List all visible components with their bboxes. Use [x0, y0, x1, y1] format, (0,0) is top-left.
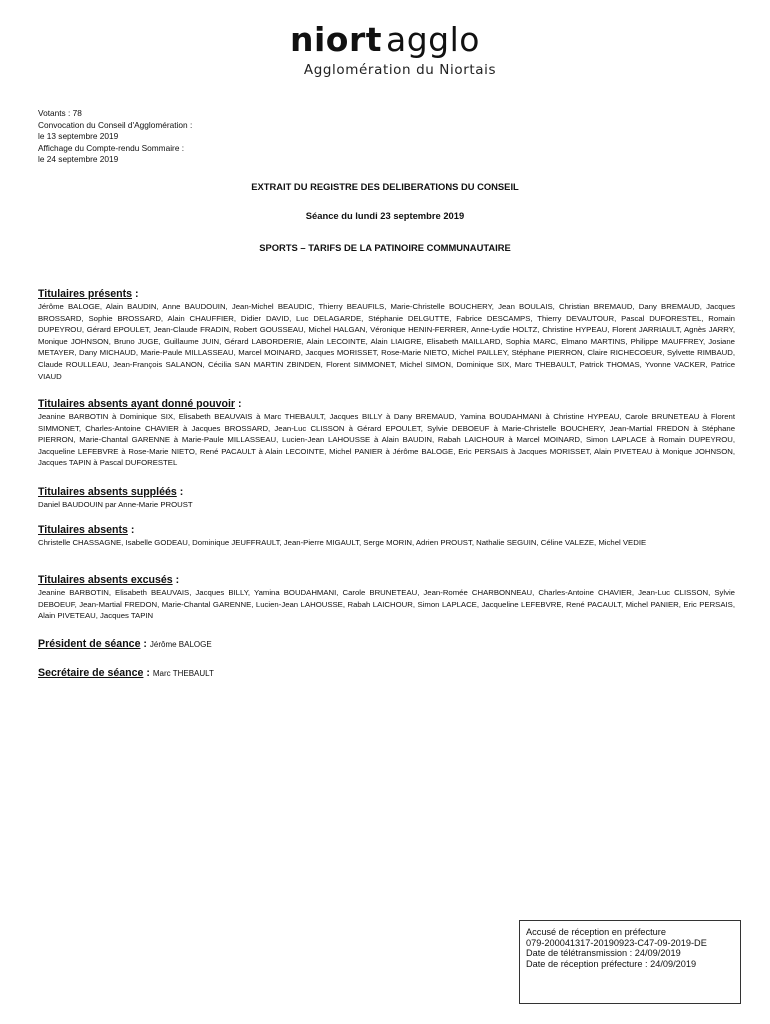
section-title [38, 573, 735, 587]
prefecture-receipt-stamp [519, 920, 741, 1004]
secretaire-name: Marc THEBAULT [152, 669, 214, 678]
brand-wordmark [0, 20, 770, 60]
convocation-label: Convocation du Conseil d'Agglomération : [38, 119, 193, 130]
brand-light: agglo [386, 20, 480, 59]
section-title [38, 485, 735, 499]
section-body: Jeanine BARBOTIN à Dominique SIX, Elisabeth BEAUVAIS à Marc THEBAULT, Jacques BILLY à Dany BREMAUD, Yamina BOUDAHMANI à Christine HYPEAU, Carole BRUNETEAU à Florent SIMMONET, Charles-Antoine CHAVIER à Jacques BROSSARD, Jean-Luc CLISSON à Gérard EPOULET, Sylvie DEBOEUF à Marie-Christelle BOUCHERY, Jean-Martial FREDON à Stéphane PIERRON, Marie-Chantal GARENNE à Marie-Paule MILLASSEAU, Lucien-Jean LAHOUSSE à Alain BAUDIN, Rabah LAICHOUR à Marcel MOINARD, Simon LAPLACE à Romain DUPEYROU, Jacqueline LEFEBVRE à Rose-Marie NIETO, René PACAULT à Alain LECOINTE, Michel PANIER à Jérôme BALOGE, Eric PERSAIS à Jacques MORISSET, Alain PIVETEAU à Monique JOHNSON, Jacques TAPIN à Pascal DUFORESTEL [38, 412, 735, 468]
section-body: Christelle CHASSAGNE, Isabelle GODEAU, Dominique JEUFFRAULT, Jean-Pierre MIGAULT, Serge MORIN, Adrien PROUST, Nathalie SEGUIN, Céline VALEZE, Michel VEDIE [38, 538, 647, 547]
section-title [38, 287, 735, 301]
section-title-text: Président de séance [38, 638, 141, 650]
section-title [38, 523, 735, 537]
section-pouvoir [38, 397, 735, 469]
registry-heading: EXTRAIT DU REGISTRE DES DELIBERATIONS DU CONSEIL [251, 181, 519, 192]
affichage-label: Affichage du Compte-rendu Sommaire : [38, 142, 185, 153]
logo [0, 20, 770, 78]
section-secretaire [38, 666, 735, 681]
meta-block [38, 108, 192, 166]
section-title-text: Titulaires absents [38, 524, 128, 536]
section-title-text: Titulaires absents ayant donné pouvoir [38, 398, 236, 410]
subject-heading: SPORTS – TARIFS DE LA PATINOIRE COMMUNAUTAIRE [259, 242, 511, 253]
stamp-title: Accusé de réception en préfecture [526, 927, 666, 937]
section-title-text: Titulaires absents excusés [38, 574, 173, 586]
section-president [38, 637, 735, 652]
stamp-reference: 079-200041317-20190923-C47-09-2019-DE [526, 937, 707, 948]
section-title-text: Titulaires absents suppléés [38, 486, 177, 498]
section-title-text: Secrétaire de séance [38, 667, 144, 679]
section-body: Daniel BAUDOUIN par Anne-Marie PROUST [38, 500, 193, 509]
title-suffix: : [132, 288, 139, 300]
section-presents [38, 287, 735, 382]
president-name: Jérôme BALOGE [149, 640, 212, 649]
title-suffix: : [127, 524, 135, 536]
brand-bold: niort [289, 20, 383, 59]
section-title [38, 397, 735, 411]
brand-subtitle: Agglomération du Niortais [303, 62, 497, 78]
stamp-reception-date: Date de réception préfecture : 24/09/2019 [526, 958, 697, 969]
title-suffix: : [172, 574, 180, 586]
title-suffix: : [176, 486, 184, 498]
section-title [38, 666, 735, 681]
stamp-transmission-date: Date de télétransmission : 24/09/2019 [526, 948, 681, 958]
title-suffix: : [143, 667, 150, 679]
affichage-date: le 24 septembre 2019 [38, 154, 119, 164]
section-absents [38, 523, 735, 549]
session-heading: Séance du lundi 23 septembre 2019 [305, 210, 465, 221]
section-supplees [38, 485, 735, 511]
title-suffix: : [140, 638, 147, 650]
title-suffix: : [235, 398, 242, 410]
section-body: Jérôme BALOGE, Alain BAUDIN, Anne BAUDOUIN, Jean-Michel BEAUDIC, Thierry BEAUFILS, Marie-Christelle BOUCHERY, Jean BOULAIS, Christian BREMAUD, Dany BREMAUD, Jacques BROSSARD, Sophie BROSSARD, Alain CHAUFFIER, Didier DAVID, Luc DELAGARDE, Stéphanie DELGUTTE, Fabrice DESCAMPS, Thierry DEVAUTOUR, Pascal DUFORESTEL, Romain DUPEYROU, Gérard EPOULET, Jean-Claude FRADIN, Robert GOUSSEAU, Michel HALGAN, Véronique HENIN-FERRER, Anne-Lydie HOLTZ, Christine HYPEAU, Florent JARRIAULT, Agnès JARRY, Monique JOHNSON, Bruno JUGE, Guillaume JUIN, Gérard LABORDERIE, Alain LECOINTE, Alain LIAIGRE, Elisabeth MAILLARD, Sophia MARC, Elmano MARTINS, Philippe MAUFFREY, Josiane METAYER, Dany MICHAUD, Marie-Paule MILLASSEAU, Marcel MOINARD, Jacques MORISSET, Rose-Marie NIETO, Michel PAILLEY, Stéphane PIERRON, Claire RICHECOEUR, Sylvette RIMBAUD, Claude ROULLEAU, Jean-François SALANON, Cécilia SAN MARTIN ZBINDEN, Florent SIMMONET, Michel SIMON, Dominique SIX, Marc THEBAULT, Patrick THOMAS, Yvonne VACKER, Patrice VIAUD [38, 302, 735, 381]
section-title-text: Titulaires présents [38, 288, 133, 300]
votants-line: Votants : 78 [38, 108, 82, 118]
section-title [38, 637, 735, 652]
section-excuses [38, 573, 735, 622]
convocation-date: le 13 septembre 2019 [38, 131, 119, 141]
section-body: Jeanine BARBOTIN, Elisabeth BEAUVAIS, Jacques BILLY, Yamina BOUDAHMANI, Carole BRUNETEAU, Jean-Romée CHARBONNEAU, Charles-Antoine CHAVIER, Jean-Luc CLISSON, Sylvie DEBOEUF, Jean-Martial FREDON, Marie-Chantal GARENNE, Lucien-Jean LAHOUSSE, Rabah LAICHOUR, Simon LAPLACE, Jacqueline LEFEBVRE, René PACAULT, Michel PANIER, Eric PERSAIS, Alain PIVETEAU, Jacques TAPIN [38, 588, 735, 621]
